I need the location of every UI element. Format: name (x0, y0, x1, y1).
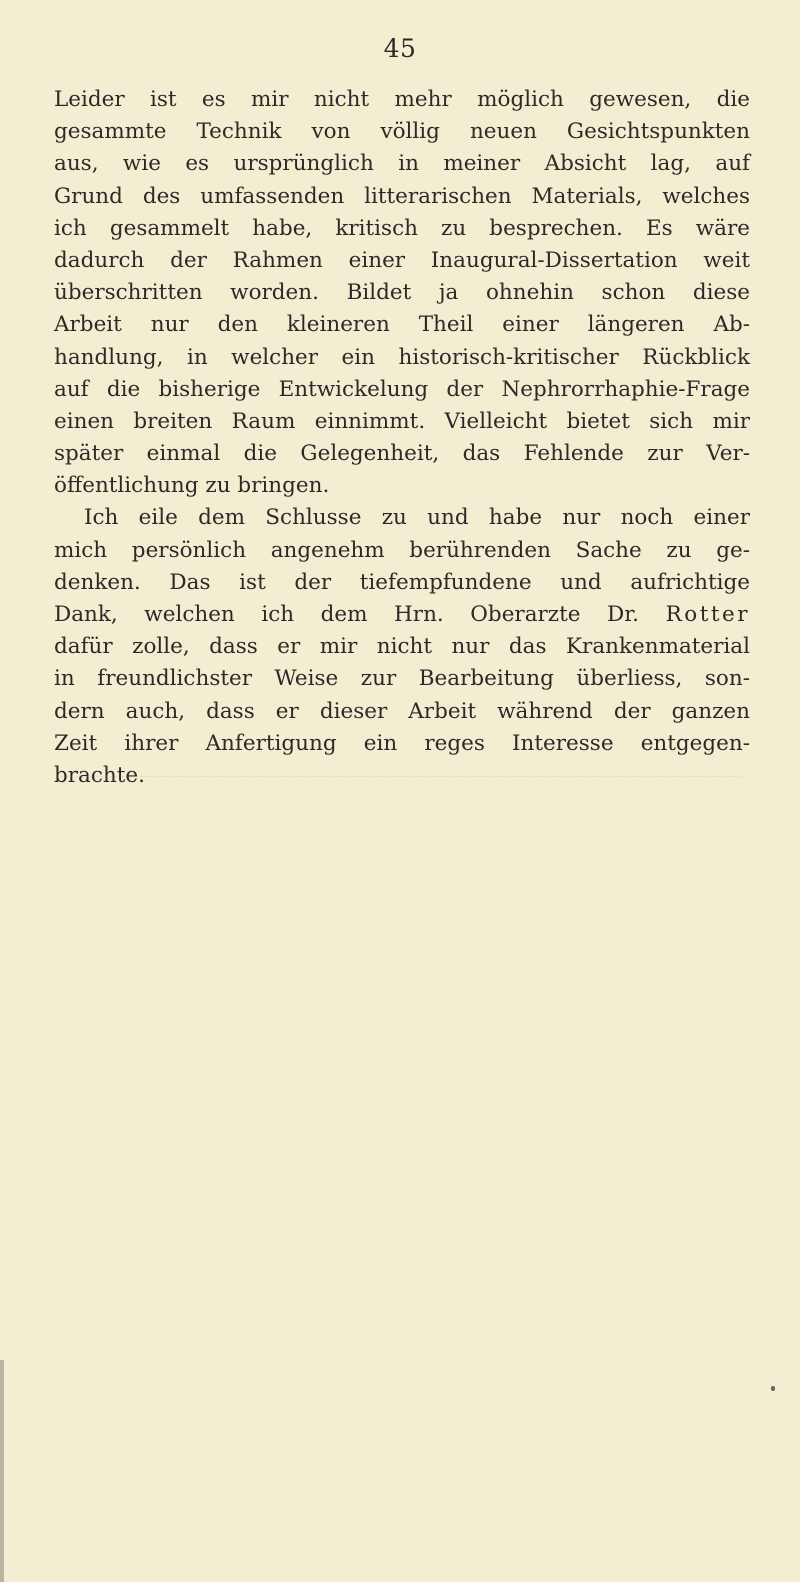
page-edge-shadow (0, 1360, 4, 1582)
ink-speck (771, 1386, 775, 1391)
text-line: Leider ist es mir nicht mehr möglich gewesen, die (54, 87, 750, 112)
surname-spaced: Rotter (665, 602, 750, 627)
text-line: gesammte Technik von völlig neuen Gesichtspunkten (54, 119, 750, 145)
text-line: Grund des umfassenden litterarischen Materials, welches (54, 183, 750, 209)
text-line: dadurch der Rahmen einer Inaugural-Dissertation weit (54, 247, 750, 273)
text-line: denken. Das ist der tiefempfundene und aufrichtige (54, 569, 750, 595)
text-line: später einmal die Gelegenheit, das Fehlende zur Ver- (54, 441, 750, 467)
body-text (54, 84, 750, 792)
text-line: überschritten worden. Bildet ja ohnehin schon diese (54, 280, 750, 306)
text-line: aus, wie es ursprünglich in meiner Absicht lag, auf (54, 151, 750, 177)
text-line-with-name (54, 599, 750, 631)
text-line: Arbeit nur den kleineren Theil einer längeren Ab- (54, 312, 750, 338)
text-line: Zeit ihrer Anfertigung ein reges Interesse entgegen- (54, 730, 750, 756)
text-line: in freundlichster Weise zur Bearbeitung überliess, son- (54, 666, 750, 692)
text-segment: Dank, welchen ich dem Hrn. Oberarzte Dr. (54, 602, 640, 627)
text-line: ich gesammelt habe, kritisch zu besprechen. Es wäre (54, 215, 750, 241)
text-line: einen breiten Raum einnimmt. Vielleicht bietet sich mir (54, 408, 750, 434)
text-line: handlung, in welcher ein historisch-kritischer Rückblick (54, 344, 750, 370)
page-number: 45 (383, 34, 417, 63)
text-line: mich persönlich angenehm berührenden Sache zu ge- (54, 537, 750, 563)
text-line: brachte. (54, 762, 145, 788)
text-line: dern auch, dass er dieser Arbeit während der ganzen (54, 698, 750, 724)
show-through-artifact (60, 776, 740, 807)
paragraph-start: Ich eile dem Schlusse zu und habe nur noch einer (84, 505, 750, 531)
text-line: dafür zolle, dass er mir nicht nur das Krankenmaterial (54, 634, 750, 660)
text-line: öffentlichung zu bringen. (54, 473, 330, 499)
text-line: auf die bisherige Entwickelung der Nephrorrhaphie-Frage (54, 376, 750, 402)
